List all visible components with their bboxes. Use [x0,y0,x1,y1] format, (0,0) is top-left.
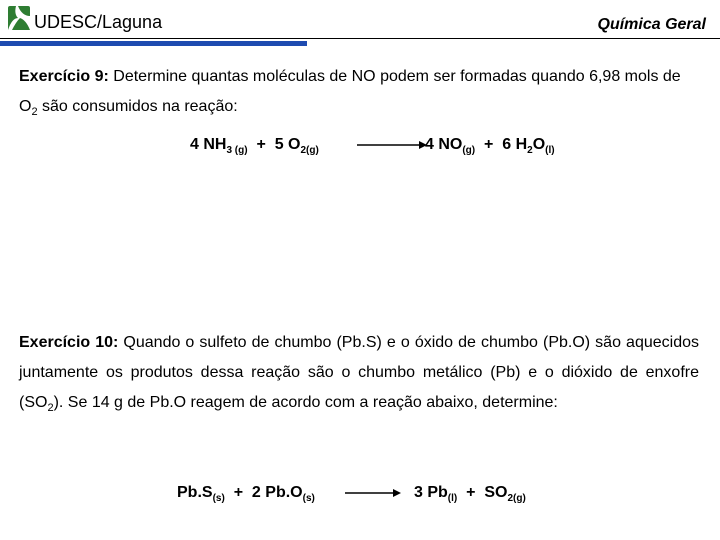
exercise-9-text-a: Determine quantas moléculas de NO podem ser formadas quando 6,98 mols de O [19,68,681,115]
exercise-9-text-b: são consumidos na reação: [37,98,238,115]
brand-name: UDESC/Laguna [34,12,163,32]
exercise-10-text-b: ). Se 14 g de Pb.O reagem de acordo com a reação abaixo, determine: [53,394,558,411]
eq9-reactant-2: + 5 O [247,136,301,153]
eq10-product-1: 3 Pb [414,484,448,501]
eq9-product-1-sub: (g) [462,145,476,156]
eq9-product-2-mid: O [532,136,546,153]
eq10-product-2-sub: 2(g) [507,493,526,504]
exercise-9-subscript: 2 [31,106,38,118]
header-accent-bar [0,41,307,46]
eq10-product-1-sub: (l) [447,493,458,504]
eq9-reactant-1-sub: 3 (g) [226,145,248,156]
eq9-product-2-sub2: (l) [545,145,555,156]
header-rule [0,38,720,39]
eq10-product-2: + SO [457,484,508,501]
eq9-product-2-sub1: 2 [527,145,533,156]
reaction-arrow-icon [357,140,427,150]
eq9-reactant-2-sub: 2(g) [300,145,319,156]
udesc-leaf-logo-icon [6,4,32,32]
equation-9-products [425,136,555,154]
eq10-reactant-2: + 2 Pb.O [224,484,303,501]
exercise-10-subscript: 2 [47,402,54,414]
eq9-product-1: 4 NO [425,136,463,153]
course-title: Química Geral [597,16,706,33]
exercise-10-text-a: Quando o sulfeto de chumbo (Pb.S) e o óxido de chumbo (Pb.O) são aquecidos juntamente os produtos dessa reação são o chumbo metálico (Pb) e o dióxido de enxofre (SO [19,334,699,411]
equation-10-reactants [177,484,315,502]
equation-10-products [414,484,526,502]
eq10-reactant-1: Pb.S [177,484,213,501]
exercise-9-label: Exercício 9: [19,68,109,85]
exercise-10-statement [19,328,699,418]
eq10-reactant-1-sub: (s) [212,493,225,504]
equation-9-reactants [190,136,319,154]
reaction-arrow-icon [345,488,401,498]
eq9-reactant-1: 4 NH [190,136,227,153]
exercise-9-statement [19,62,699,122]
exercise-10-label: Exercício 10: [19,334,119,351]
eq10-reactant-2-sub: (s) [302,493,315,504]
eq9-product-2: + 6 H [475,136,528,153]
slide-header [0,0,720,50]
